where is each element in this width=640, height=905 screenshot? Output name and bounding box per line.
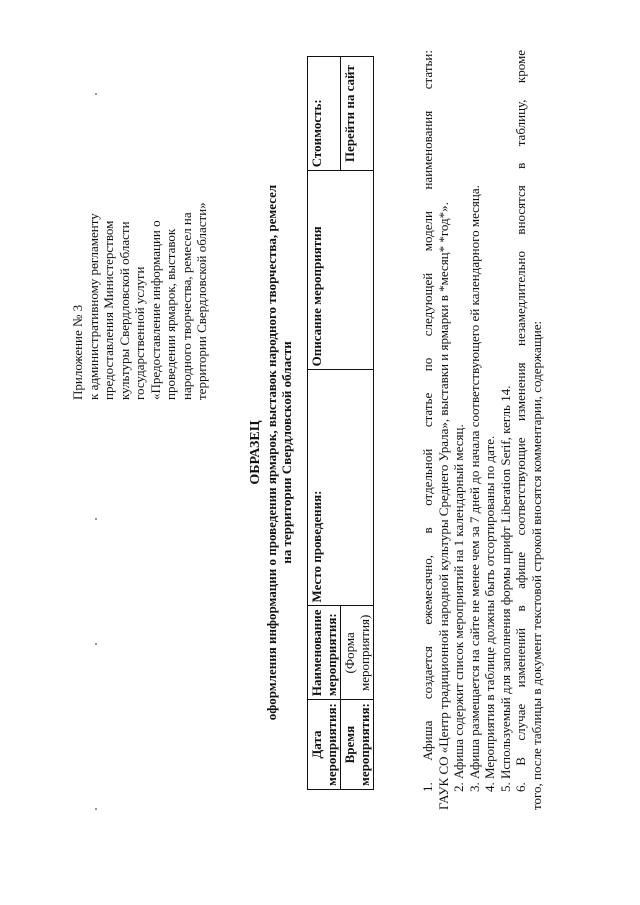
notes-list xyxy=(420,50,544,810)
document-subtitle-line-2: на территории Свердловской области xyxy=(279,341,294,564)
appendix-block xyxy=(70,140,210,400)
note-1-first-line: 1. Афиша создается ежемесячно, в отдельной статье по следующей модели наименования статьи: xyxy=(420,50,435,792)
appendix-line: «Предоставление информации о xyxy=(147,220,163,400)
header-cost: Стоимость: xyxy=(308,57,341,171)
document-title: ОБРАЗЕЦ xyxy=(248,420,263,485)
scan-dot xyxy=(95,808,97,810)
appendix-line: государственной услуги xyxy=(132,266,147,400)
header-description: Описание мероприятия xyxy=(308,171,374,370)
header-place: Место проведения: xyxy=(308,370,374,606)
table-header-row xyxy=(308,57,341,790)
appendix-line: территории Свердловской области» xyxy=(194,202,209,400)
note-3: 3. Афиша размещается на сайте не менее чем за 7 дней до начала соответствующего ей календарного месяца. xyxy=(466,185,482,792)
scan-dot xyxy=(95,643,97,645)
appendix-line: к административному регламенту xyxy=(85,213,101,400)
note-5: 5. Используемый для заполнения формы шрифт Liberation Serif, кегль 14. xyxy=(497,385,513,792)
sample-table xyxy=(307,56,374,790)
document-subtitle-line-1: оформления информации о проведении ярмарок, выставок народного творчества, ремесел xyxy=(264,184,279,721)
appendix-line: Приложение № 3 xyxy=(70,304,85,400)
appendix-line: предоставления Министерством xyxy=(101,220,116,400)
note-1-continuation: ГАУК СО «Центр традиционной народной культуры Среднего Урала», выставки и ярмарки в *месяц* *год*». xyxy=(435,202,451,810)
scan-dot xyxy=(95,93,97,95)
header-name: Наименование мероприятия: xyxy=(308,606,341,700)
appendix-line: проведении ярмарок, выставок xyxy=(163,228,178,400)
note-2: 2. Афиша содержит список мероприятий на 1 календарный месяц. xyxy=(451,424,466,792)
scan-dot xyxy=(95,518,97,520)
note-6-first-line: 6. В случае изменений в афише соответствующие изменения незамедлительно вносятся в таблицу, кроме xyxy=(513,50,528,792)
note-6-continuation: того, после таблицы в документ текстовой строкой вносятся комментарии, содержащие: xyxy=(528,320,544,810)
cell-site-link[interactable]: Перейти на сайт xyxy=(341,57,374,171)
appendix-line: культуры Свердловской области xyxy=(116,221,132,400)
document-heading xyxy=(248,50,294,855)
header-date: Дата мероприятия: xyxy=(308,700,341,790)
cell-time: Время мероприятия: xyxy=(341,700,374,790)
note-4: 4. Мероприятия в таблице должны быть отсортированы по дате. xyxy=(482,435,497,792)
cell-form: (Форма мероприятия) xyxy=(341,606,374,700)
appendix-line: народного творчества, ремесел на xyxy=(178,212,194,400)
